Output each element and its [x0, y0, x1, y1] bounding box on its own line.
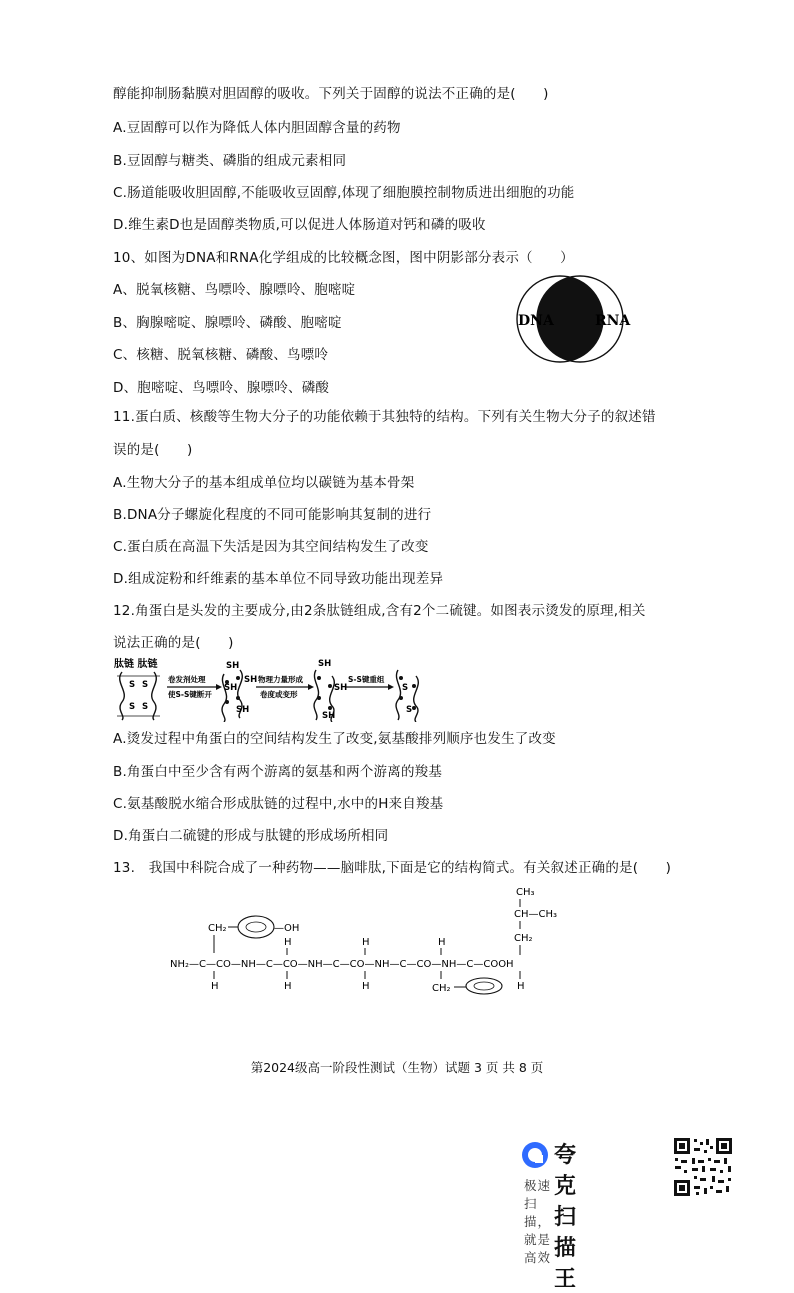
page-footer: 第2024级高一阶段性测试（生物）试题 3 页 共 8 页: [250, 1060, 544, 1075]
q13-stem: 13. 我国中科院合成了一种药物——脑啡肽,下面是它的结构简式。有关叙述正确的是( ): [113, 860, 672, 876]
q12-option-a: A.烫发过程中角蛋白的空间结构发生了改变,氨基酸排列顺序也发生了改变: [113, 731, 556, 747]
svg-text:H: H: [362, 937, 370, 948]
watermark-brand: 夸克扫描王: [554, 1143, 578, 1292]
q11-option-b: B.DNA分子螺旋化程度的不同可能影响其复制的进行: [113, 507, 432, 523]
svg-text:S: S: [129, 680, 136, 690]
svg-text:CH₃: CH₃: [516, 887, 535, 898]
q9-option-c: C.肠道能吸收胆固醇,不能吸收豆固醇,体现了细胞膜控制物质进出细胞的功能: [113, 185, 575, 201]
q12-option-b: B.角蛋白中至少含有两个游离的氨基和两个游离的羧基: [113, 764, 443, 780]
perm-process-diagram: [112, 656, 462, 722]
svg-text:S: S: [142, 680, 149, 690]
peptide-main-chain: NH₂—C—CO—NH—C—CO—NH—C—CO—NH—C—CO—NH—C—COOH: [170, 959, 514, 970]
svg-text:物理力量形成: 物理力量形成: [258, 675, 303, 684]
svg-text:S: S: [402, 683, 409, 693]
stage3-chains: [314, 659, 347, 722]
svg-text:卷度或变形: 卷度或变形: [260, 690, 298, 699]
q12-option-d: D.角蛋白二硫键的形成与肽键的形成场所相同: [113, 828, 389, 844]
svg-text:SH: SH: [334, 683, 348, 693]
svg-text:SH: SH: [226, 661, 240, 671]
svg-text:SH: SH: [318, 659, 332, 669]
quark-logo-icon: [520, 1140, 550, 1170]
q11-option-d: D.组成淀粉和纤维素的基本单位不同导致功能出现差异: [113, 571, 444, 587]
q10-option-a: A、脱氧核糖、鸟嘌呤、腺嘌呤、胞嘧啶: [113, 282, 356, 298]
q12-stem-line2: 说法正确的是( ): [113, 635, 234, 651]
svg-text:CH₂: CH₂: [432, 983, 451, 994]
q9-stem-continuation: 醇能抑制肠黏膜对胆固醇的吸收。下列关于固醇的说法不正确的是( ): [113, 86, 549, 102]
arrow-physical-force: [256, 674, 314, 699]
arrow-break-bonds: [167, 674, 222, 699]
q11-stem-line1: 11.蛋白质、核酸等生物大分子的功能依赖于其独特的结构。下列有关生物大分子的叙述错: [113, 409, 656, 425]
svg-text:CH—CH₃: CH—CH₃: [514, 909, 558, 920]
stage4-chains: [396, 670, 418, 722]
q10-stem: 10、如图为DNA和RNA化学组成的比较概念图，图中阴影部分表示（ ）: [113, 250, 574, 266]
watermark-slogan: 极速扫描，就是高效: [524, 1178, 552, 1265]
venn-label-rna: RNA: [595, 313, 631, 329]
svg-text:CH₂: CH₂: [514, 933, 533, 944]
svg-text:CH₂: CH₂: [208, 923, 227, 934]
stage2-chains: [222, 661, 257, 722]
svg-text:H: H: [284, 981, 292, 992]
dna-rna-venn-diagram: [505, 275, 635, 365]
svg-text:H: H: [211, 981, 219, 992]
svg-text:SH: SH: [236, 705, 250, 715]
q12-stem-line1: 12.角蛋白是头发的主要成分,由2条肽链组成,含有2个二硫键。如图表示烫发的原理,相关: [113, 603, 646, 619]
q11-option-c: C.蛋白质在高温下失活是因为其空间结构发生了改变: [113, 539, 429, 555]
q10-option-d: D、胞嘧啶、鸟嘌呤、腺嘌呤、磷酸: [113, 380, 330, 396]
svg-text:H: H: [517, 981, 525, 992]
svg-text:S: S: [406, 705, 413, 715]
q12-option-c: C.氨基酸脱水缩合形成肽链的过程中,水中的H来自羧基: [113, 796, 444, 812]
venn-label-dna: DNA: [518, 313, 554, 329]
svg-text:SH: SH: [244, 675, 258, 685]
peptide-chain-label: 肽链 肽链: [114, 659, 158, 670]
svg-text:SH: SH: [224, 683, 238, 693]
q9-option-a: A.豆固醇可以作为降低人体内胆固醇含量的药物: [113, 120, 401, 136]
svg-text:H: H: [362, 981, 370, 992]
svg-text:H: H: [438, 937, 446, 948]
svg-text:使S-S键断开: 使S-S键断开: [168, 690, 212, 699]
svg-text:S-S键重组: S-S键重组: [348, 675, 385, 684]
svg-text:S: S: [129, 702, 136, 712]
svg-text:—OH: —OH: [274, 923, 300, 934]
svg-text:H: H: [284, 937, 292, 948]
svg-text:卷发剂处理: 卷发剂处理: [168, 675, 206, 684]
benzene-ring-icon: [238, 916, 274, 938]
benzene-ring-icon: [466, 978, 502, 994]
q11-option-a: A.生物大分子的基本组成单位均以碳链为基本骨架: [113, 475, 415, 491]
q11-stem-line2: 误的是( ): [113, 442, 193, 458]
qr-code-icon: [672, 1136, 734, 1198]
stage1-chains: [117, 672, 160, 720]
q9-option-b: B.豆固醇与糖类、磷脂的组成元素相同: [113, 153, 347, 169]
q10-option-c: C、核糖、脱氧核糖、磷酸、鸟嘌呤: [113, 347, 329, 363]
q10-option-b: B、胸腺嘧啶、腺嘌呤、磷酸、胞嘧啶: [113, 315, 342, 331]
arrow-reform-bonds: [346, 674, 394, 690]
svg-text:S: S: [142, 702, 149, 712]
q9-option-d: D.维生素D也是固醇类物质,可以促进人体肠道对钙和磷的吸收: [113, 217, 486, 233]
enkephalin-structure-formula: [170, 885, 590, 995]
svg-text:SH: SH: [322, 711, 336, 721]
